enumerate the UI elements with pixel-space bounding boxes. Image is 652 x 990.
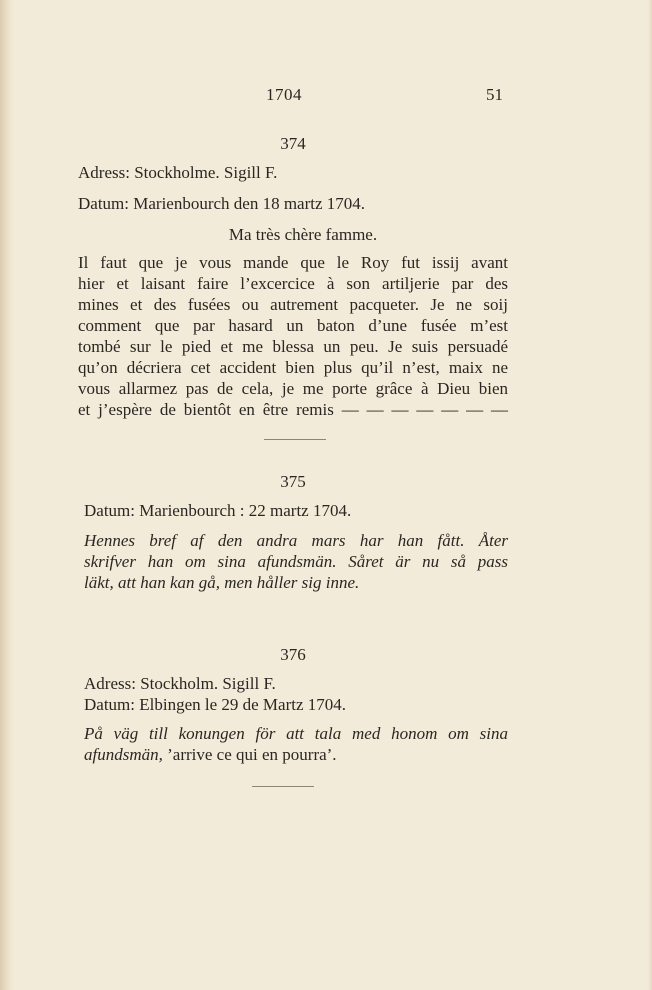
summary-line: skrifver han om sina afundsmän. Såret är nu så pass [84, 552, 508, 571]
letter-summary [78, 530, 508, 593]
summary-quote: ’arrive ce qui en pourra’. [162, 745, 337, 764]
summary-line [84, 744, 508, 765]
letter-address: Adress: Stockholm. Sigill F. [84, 674, 276, 693]
body-line: qu’on décriera cet accident bien plus qu’il n’est, maix ne [78, 358, 508, 377]
page-left-edge [0, 0, 14, 990]
body-line: Il faut que je vous mande que le Roy fut issij avant [78, 253, 508, 272]
running-head-year: 1704 [266, 85, 302, 104]
letter-375 [78, 472, 508, 593]
letter-salutation: Ma très chère famme. [228, 225, 378, 244]
summary-line: På väg till konungen för att tala med honom om sina [84, 724, 508, 743]
page-number: 51 [486, 85, 503, 104]
letter-date: Datum: Elbingen le 29 de Martz 1704. [84, 695, 347, 714]
summary-italic-word: afundsmän, [84, 745, 163, 764]
letter-address: Adress: Stockholme. Sigill F. [78, 163, 278, 182]
body-line: et j’espère de bientôt en être remis — — — — — — — [78, 400, 508, 419]
section-divider [252, 786, 314, 787]
letter-376 [78, 645, 508, 765]
letter-summary [78, 723, 508, 765]
body-line: tombé sur le pied et me blessa un peu. Je suis persuadé [78, 337, 508, 356]
letter-number: 375 [280, 472, 306, 491]
letter-date: Datum: Marienbourch : 22 martz 1704. [84, 501, 352, 520]
letter-number: 374 [280, 134, 306, 153]
letter-date: Datum: Marienbourch den 18 martz 1704. [78, 194, 366, 213]
body-line: hier et laisant faire l’excercice à son artiljerie par des [78, 274, 508, 293]
summary-line: Hennes bref af den andra mars har han fått. Åter [84, 531, 508, 550]
letter-body [78, 252, 508, 420]
page-right-edge [648, 0, 652, 990]
running-head [0, 85, 652, 109]
letter-374 [78, 134, 508, 420]
letter-number: 376 [280, 645, 306, 664]
section-divider [264, 439, 326, 440]
body-line: comment que par hasard un baton d’une fusée m’est [78, 316, 508, 335]
summary-line: läkt, att han kan gå, men håller sig inne. [84, 573, 360, 592]
body-line: vous allarmez pas de cela, je me porte grâce à Dieu bien [78, 379, 508, 398]
body-line: mines et des fusées ou autrement pacqueter. Je ne soij [78, 295, 508, 314]
